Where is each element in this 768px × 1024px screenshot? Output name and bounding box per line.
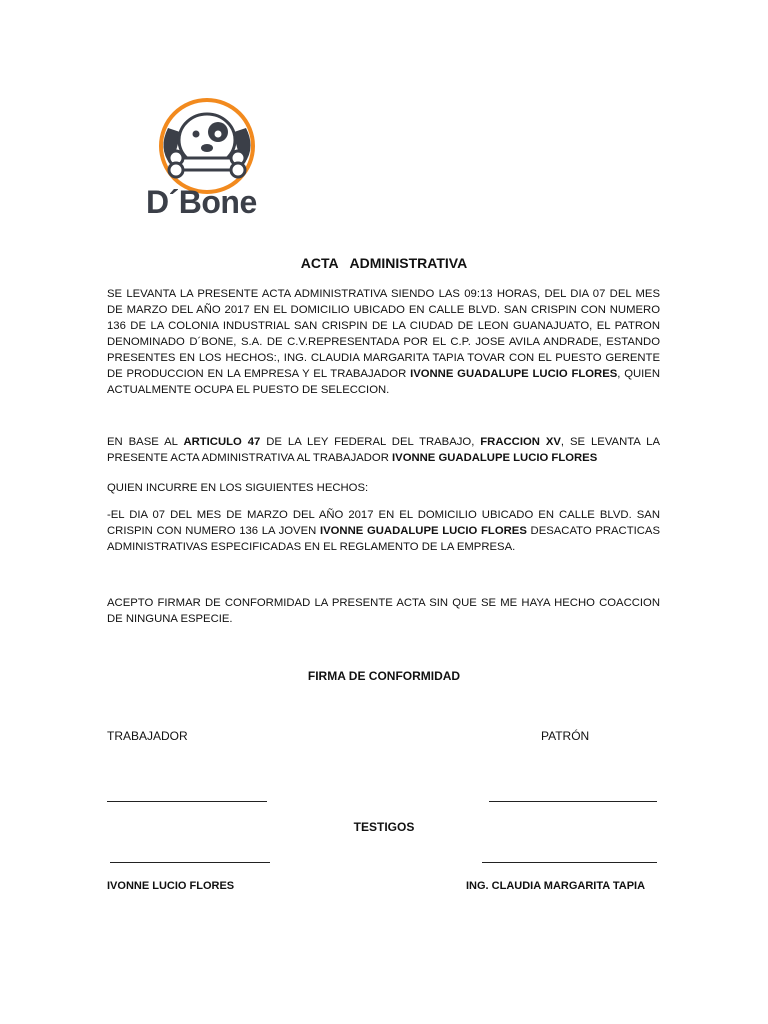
signature-heading: FIRMA DE CONFORMIDAD [307, 669, 461, 683]
paragraph-legal-basis: EN BASE AL ARTICULO 47 DE LA LEY FEDERAL DEL TRABAJO, FRACCION XV, SE LEVANTA LA PRESENTE ACTA ADMINISTRATIVA AL TRABAJADOR IVONNE GUADALUPE LUCIO FLORES [107, 436, 660, 464]
paragraph-acceptance: ACEPTO FIRMAR DE CONFORMIDAD LA PRESENTE ACTA SIN QUE SE ME HAYA HECHO COACCION DE NINGUNA ESPECIE. [107, 597, 660, 625]
paragraph-intro: SE LEVANTA LA PRESENTE ACTA ADMINISTRATIVA SIENDO LAS 09:13 HORAS, DEL DIA 07 DEL MES DE MARZO DEL AÑO 2017 EN EL DOMICILIO UBICADO EN CALLE BLVD. SAN CRISPIN CON NUMERO 136 DE LA COLONIA INDUSTRIAL SAN CRISPIN DE LA CIUDAD DE LEON GUANAJUATO, EL PATRON DENOMINADO D´BONE, S.A. DE C.V.REPRESENTADA POR EL C.P. JOSE AVILA ANDRADE, ESTANDO PRESENTES EN LOS HECHOS:, ING. CLAUDIA MARGARITA TAPIA TOVAR CON EL PUESTO GERENTE DE PRODUCCION EN LA EMPRESA Y EL TRABAJADOR IVONNE GUADALUPE LUCIO FLORES, QUIEN ACTUALMENTE OCUPA EL PUESTO DE SELECCION. [107, 288, 660, 396]
signature-line-patron [489, 801, 657, 802]
witness-1-name: IVONNE LUCIO FLORES [107, 880, 235, 892]
signature-line-witness-1 [110, 862, 270, 863]
paragraph-facts: -EL DIA 07 DEL MES DE MARZO DEL AÑO 2017 EN EL DOMICILIO UBICADO EN CALLE BLVD. SAN CRISPIN CON NUMERO 136 LA JOVEN IVONNE GUADALUPE LUCIO FLORES DESACATO PRACTICAS ADMINISTRATIVAS ESPECIFICADAS EN EL REGLAMENTO DE LA EMPRESA. [107, 509, 660, 553]
brand-name: D´Bone [146, 184, 257, 220]
signature-line-trabajador [107, 801, 267, 802]
patron-label: PATRÓN [541, 729, 590, 743]
paragraph-facts-intro: QUIEN INCURRE EN LOS SIGUIENTES HECHOS: [107, 482, 369, 494]
document-title: ACTA ADMINISTRATIVA [300, 255, 468, 271]
trabajador-label: TRABAJADOR [107, 729, 188, 743]
signature-line-witness-2 [482, 862, 657, 863]
witness-2-name: ING. CLAUDIA MARGARITA TAPIA [466, 880, 646, 892]
witnesses-heading: TESTIGOS [353, 820, 415, 834]
